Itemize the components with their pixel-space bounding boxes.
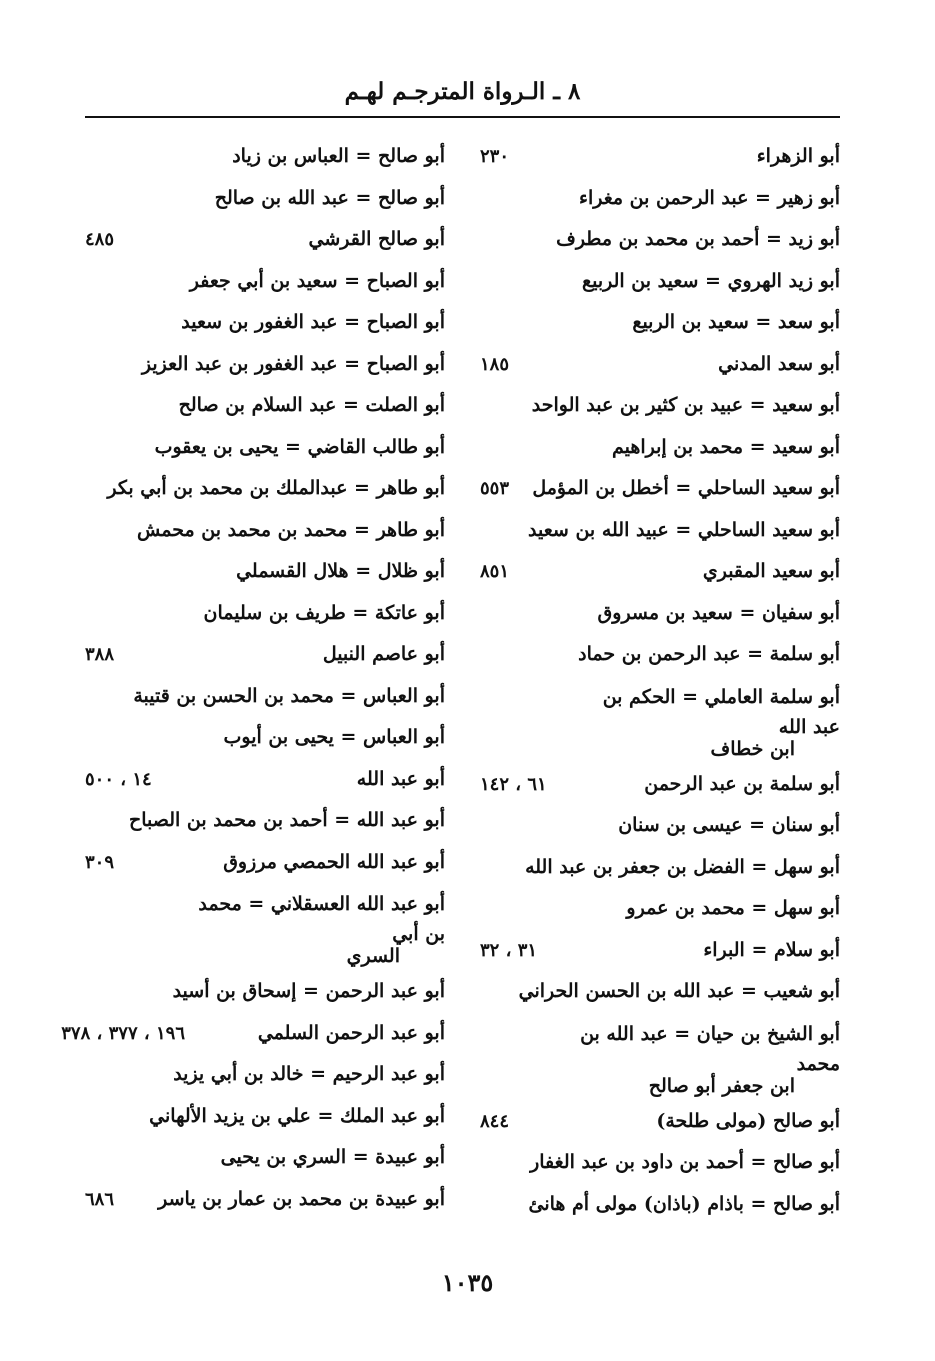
entry-name: أبو عبد الله — [356, 767, 445, 790]
entry-name: أبو عبد الله الحمصي مرزوق — [223, 850, 445, 873]
entry-name: أبو سنان = عيسى بن سنان — [618, 814, 840, 836]
entry-name: أبو صالح = أحمد بن داود بن عبد الغفار — [530, 1151, 840, 1173]
entry-name: أبو الصباح = عبد الغفور بن سعيد — [181, 311, 445, 333]
entry-page-numbers: ٥٥٣ — [480, 478, 510, 499]
index-entry — [85, 883, 445, 971]
entry-name: أبو عبد الرحمن السلمي — [257, 1021, 445, 1044]
entry-name: أبو صالح = العباس بن زياد — [232, 145, 445, 167]
index-entry — [85, 1096, 445, 1138]
entry-name: أبو عبيدة بن محمد بن عمار بن ياسر — [158, 1187, 445, 1210]
index-entry — [480, 219, 840, 261]
index-entry — [85, 261, 445, 303]
entry-name: أبو سعيد = عبيد بن كثير بن عبد الواحد — [531, 394, 840, 416]
index-entry — [61, 1013, 445, 1055]
entry-name: أبو سعيد الساحلي = أخطل بن المؤمل — [532, 477, 840, 499]
entry-page-numbers: ٤٨٥ — [85, 229, 115, 250]
entry-page-numbers: ١٨٥ — [480, 353, 510, 375]
entry-continuation: ابن جعفر أبو صالح — [648, 1074, 795, 1097]
index-column-left — [61, 136, 445, 1220]
entry-page-numbers: ٣٠٩ — [85, 851, 115, 873]
entry-name: أبو صالح القرشي — [308, 228, 445, 250]
index-entry — [480, 385, 840, 427]
entry-name: أبو عبد الله = أحمد بن محمد بن الصباح — [128, 809, 445, 831]
index-entry — [85, 551, 445, 593]
entry-name: أبو سعيد المقبري — [702, 560, 840, 582]
index-entry — [480, 468, 840, 510]
entry-name: أبو الصلت = عبد السلام بن صالح — [178, 394, 445, 416]
index-entry — [85, 1137, 445, 1179]
entry-name: أبو الشيخ بن حيان = عبد الله بن محمد — [580, 1022, 840, 1075]
index-entry — [480, 1013, 840, 1101]
index-entry — [85, 510, 445, 552]
running-header: ٨ ـ الـرواة المترجـم لهـم — [344, 78, 581, 105]
index-entry — [85, 178, 445, 220]
entry-page-numbers: ٦١ ، ١٤٢ — [480, 773, 547, 795]
entry-name: أبو العباس = يحيى بن أيوب — [223, 726, 445, 748]
index-entry — [85, 468, 445, 510]
index-entry — [85, 759, 445, 801]
index-entry — [85, 219, 445, 261]
entry-name: أبو الصباح = عبد الغفور بن عبد العزيز — [141, 352, 445, 375]
entry-name: أبو عبيدة = السري بن يحيى — [220, 1146, 445, 1168]
header-rule — [85, 116, 840, 118]
entry-name: أبو سلمة العاملي = الحكم بن عبد الله — [602, 685, 840, 738]
index-entry — [85, 800, 445, 842]
entry-name: أبو سعد = سعيد بن الربيع — [632, 311, 840, 333]
index-entry — [480, 1142, 840, 1184]
entry-name: أبو سفيان = سعيد بن مسروق — [597, 601, 840, 624]
entry-name: أبو سعيد = محمد بن إبراهيم — [611, 435, 840, 458]
entry-name: أبو عاتكة = طريف بن سليمان — [203, 601, 445, 624]
index-entry — [85, 842, 445, 884]
index-entry — [480, 178, 840, 220]
entry-name: أبو صالح (مولى طلحة) — [656, 1109, 840, 1132]
index-entry — [85, 1054, 445, 1096]
entry-continuation: ابن خطاف — [710, 737, 795, 760]
entry-name: أبو الصباح = سعيد بن أبي جعفر — [189, 269, 445, 292]
index-entry — [480, 1101, 840, 1143]
entry-continuation: السري — [346, 945, 400, 967]
entry-name: أبو طاهر = عبدالملك بن محمد بن أبي بكر — [107, 477, 445, 499]
index-entry — [480, 930, 840, 972]
entry-name: أبو سهل = محمد بن عمرو — [626, 897, 840, 919]
entry-name: أبو زيد الهروي = سعيد بن الربيع — [581, 269, 840, 292]
index-entry — [480, 593, 840, 635]
index-entry — [85, 634, 445, 676]
index-entry — [480, 136, 840, 178]
entry-name: أبو سلمة = عبد الرحمن بن حماد — [578, 643, 840, 665]
index-entry — [480, 805, 840, 847]
index-entry — [85, 1179, 445, 1221]
index-entry — [85, 676, 445, 718]
index-entry — [480, 971, 840, 1013]
index-entry — [480, 888, 840, 930]
entry-name: أبو سهل = الفضل بن جعفر بن عبد الله — [525, 855, 840, 878]
entry-page-numbers: ٦٨٦ — [85, 1188, 115, 1210]
entry-name: أبو زهير = عبد الرحمن بن مغراء — [579, 186, 840, 209]
entry-name: أبو شعيب = عبد الله بن الحسن الحراني — [518, 980, 840, 1002]
entry-name: أبو عبد الرحمن = إسحاق بن أسيد — [172, 980, 445, 1002]
page-number: ١٠٣٥ — [441, 1268, 494, 1297]
index-entry — [480, 764, 840, 806]
entry-name: أبو ظلال = هلال القسملي — [236, 560, 445, 582]
index-entry — [480, 344, 840, 386]
entry-name: أبو سلام = البراء — [703, 938, 840, 961]
index-entry — [480, 676, 840, 764]
index-entry — [85, 344, 445, 386]
entry-name: أبو طالب القاضي = يحيى بن يعقوب — [154, 435, 445, 458]
index-entry — [85, 971, 445, 1013]
entry-page-numbers: ١٩٦ ، ٣٧٧ ، ٣٧٨ — [61, 1022, 185, 1044]
index-entry — [480, 551, 840, 593]
entry-page-numbers: ٨٥١ — [480, 561, 510, 582]
entry-name: أبو زيد = أحمد بن محمد بن مطرف — [556, 228, 840, 250]
index-entry — [85, 717, 445, 759]
entry-name: أبو صالح = باذام (باذان) مولى أم هانئ — [528, 1192, 840, 1215]
entry-page-numbers: ٨٤٤ — [480, 1110, 510, 1132]
index-entry — [480, 261, 840, 303]
entry-name: أبو سلمة بن عبد الرحمن — [644, 772, 840, 795]
index-entry — [85, 385, 445, 427]
index-entry — [85, 136, 445, 178]
index-entry — [480, 847, 840, 889]
entry-name: أبو عبد الله العسقلاني = محمد بن أبي — [198, 893, 445, 945]
entry-name: أبو الزهراء — [756, 145, 840, 167]
index-entry — [480, 302, 840, 344]
entry-name: أبو العباس = محمد بن الحسن بن قتيبة — [133, 684, 445, 707]
entry-name: أبو سعيد الساحلي = عبيد الله بن سعيد — [528, 518, 840, 541]
entry-name: أبو عبد الرحيم = خالد بن أبي يزيد — [173, 1063, 445, 1085]
index-entry — [85, 427, 445, 469]
entry-name: أبو صالح = عبد الله بن صالح — [214, 186, 445, 209]
index-entry — [480, 634, 840, 676]
entry-name: أبو طاهر = محمد بن محمد بن محمش — [137, 518, 445, 541]
entry-page-numbers: ٣٨٨ — [85, 644, 115, 665]
index-entry — [85, 302, 445, 344]
index-column-right — [480, 136, 840, 1225]
index-entry — [480, 510, 840, 552]
entry-name: أبو عاصم النبيل — [322, 643, 445, 665]
index-entry — [480, 1184, 840, 1226]
index-entry — [85, 593, 445, 635]
entry-name: أبو عبد الملك = علي بن يزيد الألهاني — [149, 1104, 445, 1127]
entry-page-numbers: ٣١ ، ٣٢ — [480, 939, 538, 961]
index-entry — [480, 427, 840, 469]
entry-page-numbers: ١٤ ، ٥٠٠ — [85, 768, 152, 790]
entry-page-numbers: ٢٣٠ — [480, 146, 510, 167]
entry-name: أبو سعد المدني — [718, 352, 840, 375]
